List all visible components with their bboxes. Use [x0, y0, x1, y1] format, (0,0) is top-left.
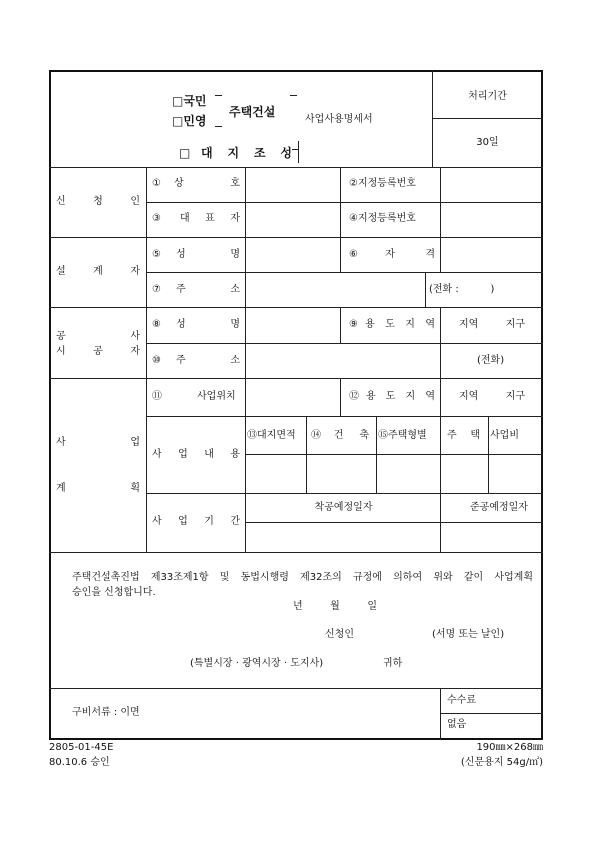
table-rule — [340, 167, 341, 272]
zone-district-label: 지역 지구 — [459, 319, 525, 330]
table-rule — [146, 416, 543, 417]
field-label-address: 주 소 — [176, 355, 240, 366]
column-header-site-area: ⑬대지면적 — [247, 430, 296, 441]
required-documents: 구비서류 : 이면 — [72, 707, 140, 718]
table-rule — [245, 522, 543, 523]
table-rule — [49, 378, 543, 379]
field-label-use-zone: ⑫용 도 지 역 — [349, 391, 435, 402]
field-label-phone: (전화 : ) — [429, 284, 495, 295]
zone-district-label: 지역 지구 — [459, 391, 525, 402]
field-label-project-location: 사업위치 — [197, 391, 236, 402]
table-rule — [306, 416, 307, 493]
column-header-project-cost: 사업비 — [490, 430, 519, 441]
field-number: ⑧ — [152, 319, 161, 330]
section-label-contractor: 시 공 자 — [56, 346, 140, 357]
approval-date: 80.10.6 승인 — [49, 757, 110, 768]
paper-type: (신문용지 54g/㎡) — [460, 757, 543, 768]
statement-line: 승인을 신청합니다. — [72, 587, 156, 598]
column-header-building: ⑭건 축 — [311, 430, 369, 441]
signature-note: (서명 또는 날인) — [432, 629, 505, 640]
table-rule — [146, 343, 543, 344]
processing-period-label: 처리기간 — [468, 91, 507, 102]
table-rule — [49, 237, 543, 238]
applicant-signature-label: 신청인 — [325, 629, 354, 640]
table-rule — [432, 118, 543, 119]
table-rule — [146, 202, 543, 203]
field-number: ① — [152, 178, 161, 189]
field-number: ⑤ — [152, 249, 161, 260]
field-label-phone: (전화) — [477, 355, 505, 366]
bracket-mark — [215, 95, 222, 96]
field-label-representative: 대 표 자 — [180, 213, 240, 224]
table-rule — [146, 493, 543, 494]
option-land-development: □대 지 조 성 — [179, 146, 292, 160]
table-rule — [340, 307, 341, 343]
field-number: ⑦ — [152, 284, 161, 295]
table-rule — [49, 307, 543, 308]
table-rule — [440, 167, 441, 272]
form-code: 2805-01-45E — [49, 742, 114, 753]
field-label-name: 성 명 — [176, 249, 240, 260]
table-rule — [432, 70, 433, 167]
addressee: (특별시장 · 광역시장 · 도지사) — [190, 658, 324, 669]
table-rule — [245, 167, 246, 552]
field-label-trade-name: 상 호 — [174, 178, 240, 189]
table-rule — [49, 167, 543, 168]
field-number: ③ — [152, 213, 161, 224]
field-label-project-period: 사 업 기 간 — [152, 516, 240, 527]
honorific: 귀하 — [383, 658, 403, 669]
field-label-registration-no: ④지정등록번호 — [349, 213, 416, 224]
column-header-completion-date: 준공예정일자 — [470, 502, 528, 513]
field-label-use-zone: ⑨용 도 지 역 — [349, 319, 435, 330]
statement-line: 주택건설촉진법 제33조제1항 및 동법시행령 제32조의 규정에 의하여 위와 같이 사업계획 — [72, 572, 533, 583]
table-rule — [49, 688, 543, 689]
table-rule — [146, 167, 147, 552]
bracket-mark — [215, 126, 222, 127]
document-title: 사업사용명세서 — [305, 114, 373, 125]
field-label-name: 성 명 — [176, 319, 240, 330]
bracket-mark — [298, 141, 299, 163]
table-rule — [376, 416, 377, 493]
column-header-housing-type: ⑮주택형별 — [378, 430, 427, 441]
bracket-mark — [290, 95, 297, 96]
table-rule — [340, 378, 341, 416]
section-label-project-plan: 계 획 — [56, 483, 140, 494]
processing-period-value: 30일 — [476, 137, 499, 148]
table-rule — [488, 416, 489, 493]
field-label-registration-no: ②지정등록번호 — [349, 178, 416, 189]
option-national: □국민 — [172, 94, 207, 108]
table-rule — [245, 454, 543, 455]
section-label-project-plan: 사 업 — [56, 437, 140, 448]
table-rule — [440, 307, 441, 552]
column-header-start-date: 착공예정일자 — [314, 502, 373, 513]
fee-value: 없음 — [447, 719, 467, 730]
table-rule — [146, 272, 543, 273]
paper-size: 190㎜×268㎜ — [476, 742, 543, 753]
section-label-applicant: 신 청 인 — [56, 196, 140, 207]
section-label-designer: 설 계 자 — [56, 266, 140, 277]
table-rule — [425, 272, 426, 307]
field-label-qualification: ⑥자 격 — [349, 249, 435, 260]
field-label-address: 주 소 — [176, 284, 240, 295]
field-label-project-content: 사 업 내 용 — [152, 449, 240, 460]
field-number: ⑪ — [152, 391, 162, 402]
section-label-contractor: 공 사 — [56, 331, 140, 342]
housing-construction-label: 주택건설 — [229, 105, 276, 119]
field-number: ⑩ — [152, 355, 161, 366]
column-header-housing: 주 택 — [447, 430, 480, 441]
date-line: 년 월 일 — [293, 601, 377, 612]
fee-label: 수수료 — [447, 695, 476, 706]
table-rule — [440, 713, 543, 714]
table-rule — [49, 552, 543, 553]
option-private: □민영 — [172, 114, 207, 128]
table-rule — [440, 688, 441, 740]
